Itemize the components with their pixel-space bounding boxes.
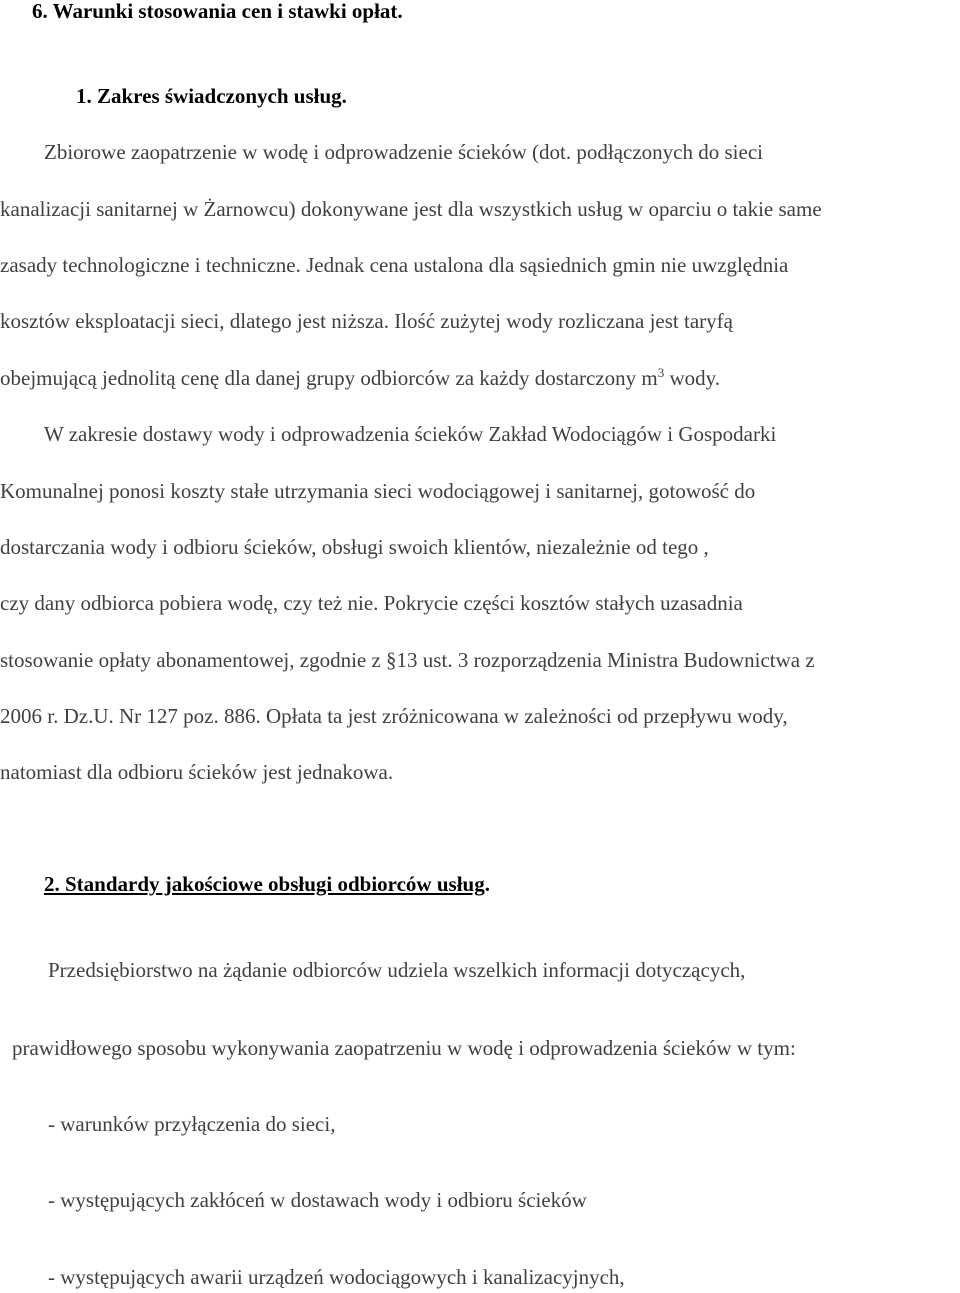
list-item-1: - warunków przyłączenia do sieci, — [48, 1112, 336, 1136]
section-2-heading — [44, 871, 490, 897]
paragraph-1-line-5 — [0, 365, 720, 391]
paragraph-1-line-5-text: obejmującą jednolitą cenę dla danej grupy odbiorców za każdy dostarczony m — [0, 366, 658, 390]
paragraph-1-line-4: kosztów eksploatacji sieci, dlatego jest niższa. Ilość zużytej wody rozliczana jest taryfą — [0, 309, 733, 333]
paragraph-1-line-5-tail: wody. — [664, 366, 721, 390]
paragraph-2-line-3: dostarczania wody i odbioru ścieków, obsługi swoich klientów, niezależnie od tego , — [0, 535, 709, 559]
paragraph-2-line-4: czy dany odbiorca pobiera wodę, czy też nie. Pokrycie części kosztów stałych uzasadnia — [0, 591, 743, 615]
paragraph-1-line-3: zasady technologiczne i techniczne. Jednak cena ustalona dla sąsiednich gmin nie uwzględnia — [0, 253, 789, 277]
paragraph-2-line-2: Komunalnej ponosi koszty stałe utrzymania sieci wodociągowej i sanitarnej, gotowość do — [0, 479, 756, 503]
paragraph-1-line-1: Zbiorowe zaopatrzenie w wodę i odprowadzenie ścieków (dot. podłączonych do sieci — [44, 140, 763, 164]
section-6-heading: 6. Warunki stosowania cen i stawki opłat. — [32, 0, 403, 23]
paragraph-2-line-5: stosowanie opłaty abonamentowej, zgodnie z §13 ust. 3 rozporządzenia Ministra Budownictwa z — [0, 648, 815, 672]
list-item-2: - występujących zakłóceń w dostawach wody i odbioru ścieków — [48, 1188, 587, 1212]
paragraph-3-line-1: Przedsiębiorstwo na żądanie odbiorców udziela wszelkich informacji dotyczących, — [48, 958, 746, 982]
section-2-heading-text: 2. Standardy jakościowe obsługi odbiorców usług — [44, 872, 485, 896]
section-2-heading-period: . — [484, 872, 490, 896]
cubic-superscript: 3 — [657, 365, 665, 380]
section-1-heading: 1. Zakres świadczonych usług. — [76, 84, 347, 108]
paragraph-2-line-6: 2006 r. Dz.U. Nr 127 poz. 886. Opłata ta jest zróżnicowana w zależności od przepływu wody, — [0, 704, 788, 728]
paragraph-3-line-2: prawidłowego sposobu wykonywania zaopatrzeniu w wodę i odprowadzenia ścieków w tym: — [12, 1036, 796, 1060]
paragraph-1-line-2: kanalizacji sanitarnej w Żarnowcu) dokonywane jest dla wszystkich usług w oparciu o takie same — [0, 197, 822, 221]
paragraph-2-line-1: W zakresie dostawy wody i odprowadzenia ścieków Zakład Wodociągów i Gospodarki — [44, 422, 777, 446]
paragraph-2-line-7: natomiast dla odbioru ścieków jest jednakowa. — [0, 760, 394, 784]
list-item-3: - występujących awarii urządzeń wodociągowych i kanalizacyjnych, — [48, 1265, 625, 1289]
